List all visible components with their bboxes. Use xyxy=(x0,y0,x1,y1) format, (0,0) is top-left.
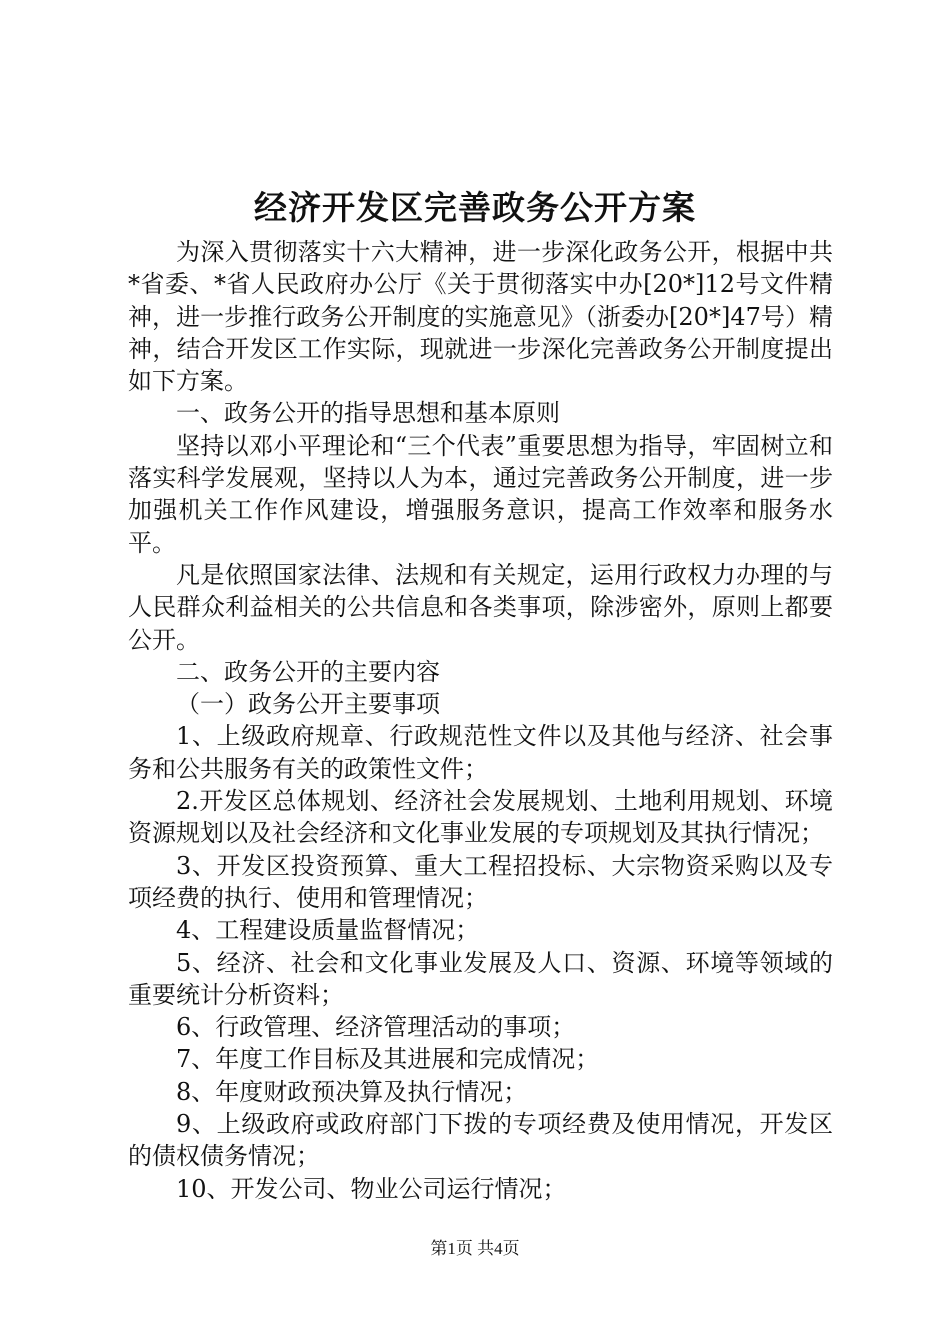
list-item: 2.开发区总体规划、经济社会发展规划、土地利用规划、环境资源规划以及社会经济和文化事业发展的专项规划及其执行情况； xyxy=(128,787,833,848)
list-item: 1、上级政府规章、行政规范性文件以及其他与经济、社会事务和公共服务有关的政策性文件； xyxy=(128,722,833,783)
section-heading: 一、政务公开的指导思想和基本原则 xyxy=(176,399,560,428)
list-item: 3、开发区投资预算、重大工程招投标、大宗物资采购以及专项经费的执行、使用和管理情况； xyxy=(128,851,833,912)
list-item: 7、年度工作目标及其进展和完成情况； xyxy=(176,1045,600,1074)
paragraph: 凡是依照国家法律、法规和有关规定，运用行政权力办理的与人民群众利益相关的公共信息和各类事项，除涉密外，原则上都要公开。 xyxy=(128,560,833,654)
page-number-footer: 第1页 共4页 xyxy=(430,1239,520,1258)
list-item: 9、上级政府或政府部门下拨的专项经费及使用情况，开发区的债权债务情况； xyxy=(128,1110,833,1171)
section-heading: 二、政务公开的主要内容 xyxy=(176,657,440,686)
document-title: 经济开发区完善政务公开方案 xyxy=(254,188,696,227)
list-item: 10、开发公司、物业公司运行情况； xyxy=(176,1174,567,1203)
paragraph: 坚持以邓小平理论和“三个代表”重要思想为指导，牢固树立和落实科学发展观，坚持以人为本，通过完善政务公开制度，进一步加强机关工作作风建设，增强服务意识，提高工作效率和服务水平。 xyxy=(128,431,833,557)
subsection-heading: （一）政务公开主要事项 xyxy=(176,690,440,719)
paragraph: 为深入贯彻落实十六大精神，进一步深化政务公开，根据中共*省委、*省人民政府办公厅《关于贯彻落实中办[20*]12号文件精神，进一步推行政务公开制度的实施意见》（浙委办[20*]47号）精神，结合开发区工作实际，现就进一步深化完善政务公开制度提出如下方案。 xyxy=(128,238,833,396)
document-body xyxy=(128,236,833,1205)
list-item: 5、经济、社会和文化事业发展及人口、资源、环境等领域的重要统计分析资料； xyxy=(128,948,833,1009)
list-item: 6、行政管理、经济管理活动的事项； xyxy=(176,1013,576,1042)
list-item: 4、工程建设质量监督情况； xyxy=(176,916,480,945)
list-item: 8、年度财政预决算及执行情况； xyxy=(176,1077,528,1106)
